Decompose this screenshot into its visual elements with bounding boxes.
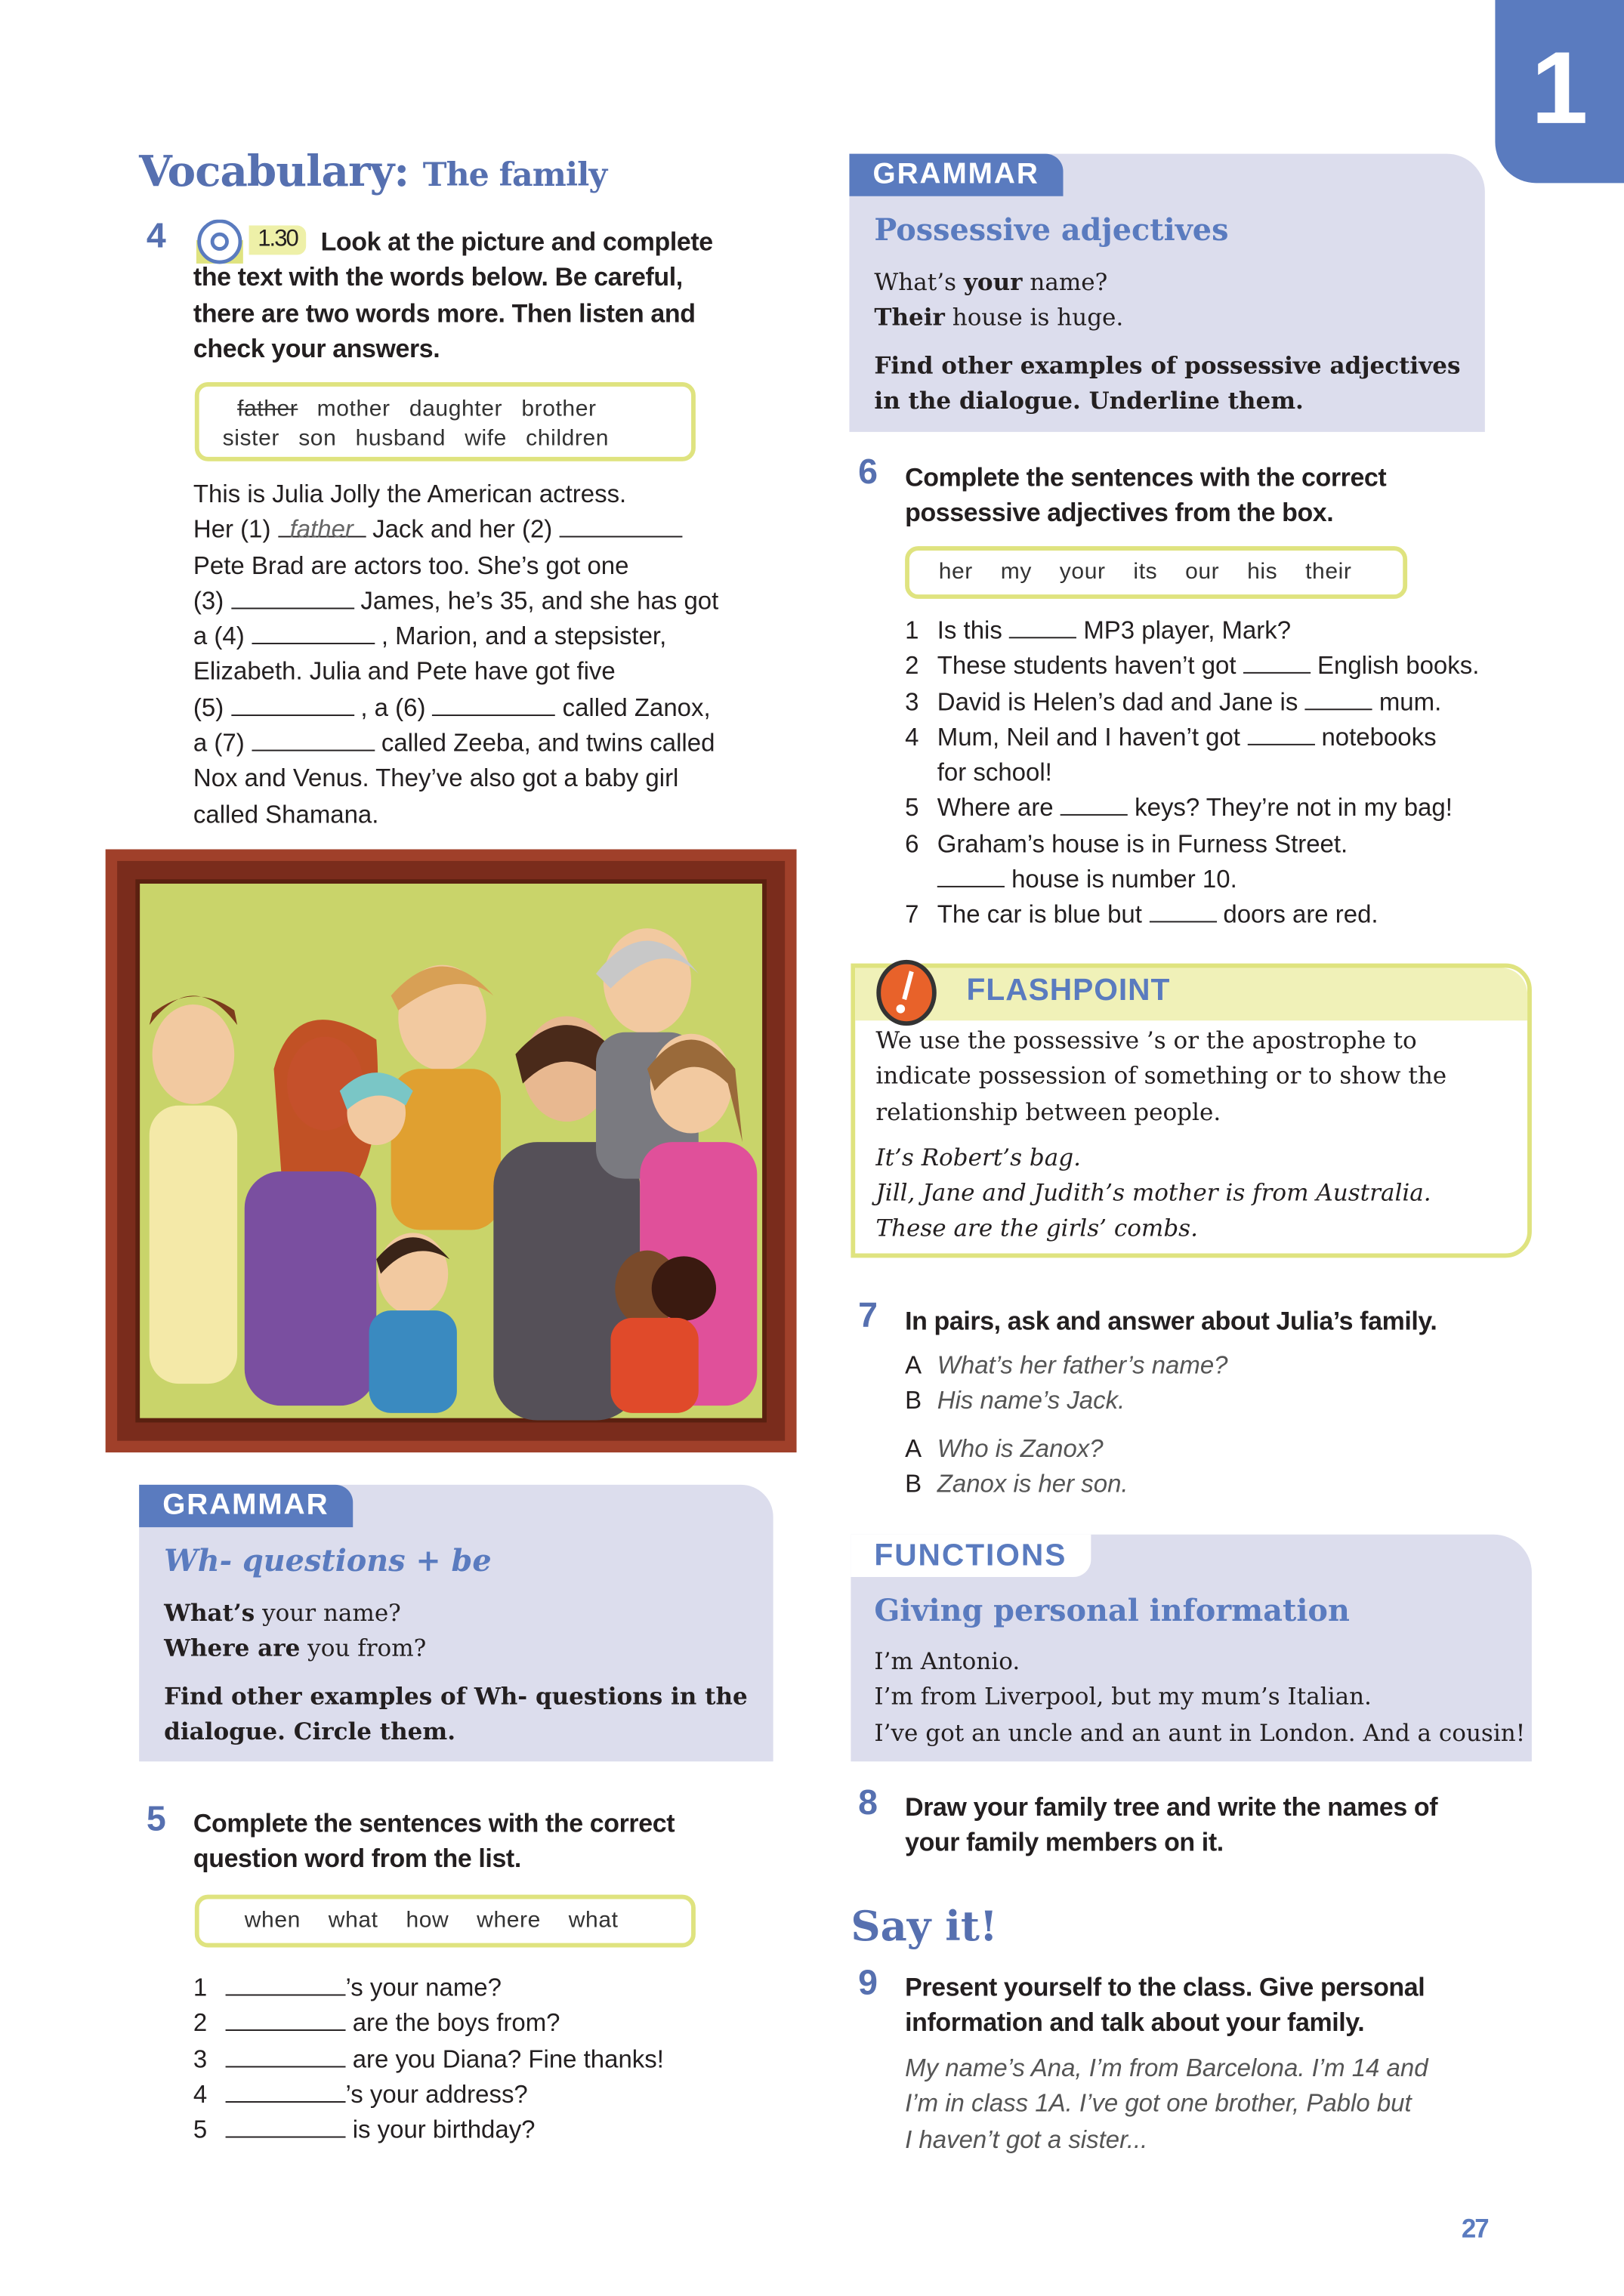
answer-blank[interactable] xyxy=(1247,721,1314,745)
dialogue-line xyxy=(905,1431,1227,1467)
answer-blank[interactable] xyxy=(1149,898,1216,923)
exercise-4-text xyxy=(193,477,779,833)
item-number xyxy=(905,756,937,792)
text-segment: called Shamana. xyxy=(193,800,379,829)
functions-tab: FUNCTIONS xyxy=(851,1535,1090,1577)
list-item xyxy=(905,613,1520,649)
answer-blank[interactable] xyxy=(433,691,556,716)
word-option: his xyxy=(1247,559,1278,585)
text-segment: mum. xyxy=(1372,687,1442,716)
answer-blank[interactable] xyxy=(226,1970,346,1995)
text-segment: Where are xyxy=(937,794,1061,822)
text-segment: Nox and Venus. They’ve also got a baby girl xyxy=(193,764,679,793)
list-item xyxy=(905,685,1520,721)
section-title xyxy=(139,147,607,196)
text-line xyxy=(193,656,779,691)
example-line: Jill, Jane and Judith’s mother is from Australia. xyxy=(875,1179,1431,1207)
item-number: 3 xyxy=(193,2044,208,2073)
item-number: 4 xyxy=(905,723,919,751)
text-segment: This is Julia Jolly the American actress. xyxy=(193,480,627,508)
exercise-9-instruction xyxy=(905,1970,1425,2041)
text-segment: called Zanox, xyxy=(555,693,711,722)
answer-blank[interactable] xyxy=(230,691,354,716)
answer-blank[interactable] xyxy=(226,2007,346,2032)
item-text: are you Diana? Fine thanks! xyxy=(345,2044,664,2073)
item-number: 2 xyxy=(905,652,919,680)
item-text xyxy=(937,792,1453,827)
word-option: husband xyxy=(355,426,446,452)
example-text: house is huge. xyxy=(944,303,1124,332)
example-line: I’m from Liverpool, but my mum’s Italian. xyxy=(874,1683,1372,1711)
dialogue-line xyxy=(905,1349,1227,1384)
text-segment: a (7) xyxy=(193,729,252,758)
instruction-line: your family members on it. xyxy=(905,1828,1224,1857)
list-item xyxy=(193,2042,664,2078)
text-segment: called Zeeba, and twins called xyxy=(374,729,715,758)
exercise-number: 9 xyxy=(858,1963,878,2004)
grammar-title: Possessive adjectives xyxy=(874,212,1229,248)
list-item xyxy=(905,721,1520,756)
exercise-5-instruction xyxy=(193,1805,675,1876)
unit-tab: 1 xyxy=(1495,0,1624,183)
text-segment: David is Helen’s dad and Jane is xyxy=(937,687,1305,716)
word-option: son xyxy=(298,426,337,452)
item-text xyxy=(937,756,1052,792)
speaker: B xyxy=(905,1387,922,1415)
list-item xyxy=(905,792,1520,827)
instruction-line: Draw your family tree and write the names of xyxy=(905,1791,1438,1822)
instruction-line: information and talk about your family. xyxy=(905,2007,1365,2038)
example-bold: What’s xyxy=(164,1599,255,1627)
instruction-line: check your answers. xyxy=(193,333,440,363)
exercise-5-items xyxy=(193,1970,664,2149)
text-segment: The car is blue but xyxy=(937,901,1150,929)
text-segment: (3) xyxy=(193,587,231,616)
list-item xyxy=(193,1970,664,2006)
word-option: my xyxy=(1000,559,1032,585)
answer-blank[interactable] xyxy=(937,863,1005,887)
word-box xyxy=(905,546,1407,599)
instruction-line: Look at the picture and complete xyxy=(320,227,713,257)
filled-answer: father xyxy=(278,513,366,538)
text-segment: , Marion, and a stepsister, xyxy=(374,622,667,651)
text-segment: doors are red. xyxy=(1216,901,1379,929)
exercise-number: 6 xyxy=(858,452,878,492)
example-line: It’s Robert’s bag. xyxy=(875,1143,1081,1171)
dialogue-text: Who is Zanox? xyxy=(937,1434,1104,1462)
text-line xyxy=(193,584,779,619)
answer-blank[interactable] xyxy=(1009,613,1076,638)
functions-title: Giving personal information xyxy=(874,1593,1350,1628)
example-line: I’m in class 1A. I’ve got one brother, Pablo but xyxy=(905,2090,1412,2118)
rule-line: indicate possession of something or to show the xyxy=(875,1062,1447,1090)
instruction-line: the text with the words below. Be careful, xyxy=(193,262,683,292)
page-number: 27 xyxy=(1461,2214,1488,2244)
grammar-box-possessive xyxy=(849,154,1484,432)
list-item xyxy=(905,756,1520,792)
word-option: brother xyxy=(521,397,597,422)
word-option: when xyxy=(244,1908,301,1933)
item-text xyxy=(937,827,1348,863)
list-item xyxy=(193,2078,664,2113)
text-line xyxy=(193,619,779,655)
item-text: is your birthday? xyxy=(345,2115,536,2144)
word-option: father xyxy=(237,397,298,422)
say-it-title: Say it! xyxy=(851,1902,998,1951)
dialogue-text: His name’s Jack. xyxy=(937,1387,1125,1415)
word-option: how xyxy=(406,1908,449,1933)
text-segment: Mum, Neil and I haven’t got xyxy=(937,723,1248,751)
exercise-9-example xyxy=(905,2051,1428,2158)
speaker: A xyxy=(905,1351,922,1380)
list-item xyxy=(905,863,1520,898)
grammar-examples xyxy=(164,1596,749,1750)
grammar-examples xyxy=(874,265,1474,419)
answer-blank[interactable] xyxy=(1061,792,1128,816)
text-segment: English books. xyxy=(1310,652,1480,680)
flashpoint-box xyxy=(851,964,1531,1258)
speaker: B xyxy=(905,1470,922,1498)
example-bold: Where are xyxy=(164,1634,301,1662)
word-option: your xyxy=(1059,559,1106,585)
text-line xyxy=(193,727,779,762)
word-option: wife xyxy=(465,426,507,452)
item-number: 2 xyxy=(193,2009,208,2038)
track-badge: 1.30 xyxy=(249,226,307,255)
answer-blank[interactable] xyxy=(230,584,354,609)
text-segment: James, he’s 35, and she has got xyxy=(354,587,719,616)
dialogue-text: What’s her father’s name? xyxy=(937,1351,1228,1380)
word-box xyxy=(195,382,696,461)
text-line xyxy=(193,477,779,513)
instruction-line: possessive adjectives from the box. xyxy=(905,498,1334,528)
answer-blank[interactable] xyxy=(559,513,682,538)
exercise-7-instruction: In pairs, ask and answer about Julia’s family. xyxy=(905,1306,1437,1336)
word-option: what xyxy=(328,1908,378,1933)
answer-blank[interactable] xyxy=(226,2042,346,2067)
list-item xyxy=(193,2113,664,2149)
grammar-tab: GRAMMAR xyxy=(849,154,1062,196)
text-segment: These students haven’t got xyxy=(937,652,1243,680)
answer-blank[interactable] xyxy=(1243,649,1311,674)
word-option: what xyxy=(568,1908,619,1933)
instruction-line: question word from the list. xyxy=(193,1844,521,1874)
list-item xyxy=(905,898,1520,934)
item-text xyxy=(937,721,1437,756)
text-line xyxy=(193,548,779,584)
instruction-line: Present yourself to the class. Give personal xyxy=(905,1972,1425,2002)
item-text: ’s your address? xyxy=(345,2080,528,2109)
exercise-number: 4 xyxy=(146,216,166,257)
title-sub: The family xyxy=(422,156,607,195)
word-option: sister xyxy=(222,426,279,452)
item-number: 6 xyxy=(905,829,919,858)
text-segment: Pete Brad are actors too. She’s got one xyxy=(193,551,629,579)
item-text xyxy=(937,863,1237,898)
flashpoint-header xyxy=(855,967,1527,1020)
text-segment: (5) xyxy=(193,693,231,722)
exercise-4-instruction xyxy=(193,224,779,366)
answer-blank[interactable] xyxy=(226,2113,346,2138)
exclamation-icon xyxy=(872,959,940,1026)
list-item xyxy=(905,649,1520,684)
dialogue-line xyxy=(905,1384,1227,1420)
text-segment: Jack and her (2) xyxy=(365,515,560,544)
exercise-number: 8 xyxy=(858,1783,878,1823)
item-number: 5 xyxy=(193,2115,208,2144)
example-text: your name? xyxy=(255,1599,401,1627)
text-segment: Her (1) xyxy=(193,515,278,544)
answer-blank[interactable] xyxy=(1305,685,1372,710)
word-row xyxy=(223,395,691,424)
example-text: What’s xyxy=(874,267,964,296)
item-text xyxy=(937,613,1291,649)
example-line: I’ve got an uncle and an aunt in London. And a cousin! xyxy=(874,1718,1526,1747)
item-number: 1 xyxy=(193,1974,208,2002)
example-line: I’m Antonio. xyxy=(874,1647,1020,1675)
grammar-tab: GRAMMAR xyxy=(139,1485,352,1527)
example-line: My name’s Ana, I’m from Barcelona. I’m 14 and xyxy=(905,2054,1428,2082)
text-segment: Elizabeth. Julia and Pete have got five xyxy=(193,658,616,687)
word-row xyxy=(223,424,691,454)
word-option: where xyxy=(477,1908,541,1933)
example-bold: your xyxy=(963,267,1023,296)
speaker: A xyxy=(905,1434,922,1462)
example-line: I haven’t got a sister... xyxy=(905,2125,1148,2154)
item-number xyxy=(905,863,937,898)
exercise-number: 5 xyxy=(146,1799,166,1840)
text-segment: keys? They’re not in my bag! xyxy=(1127,794,1453,822)
word-option: children xyxy=(526,426,610,452)
item-text xyxy=(937,898,1379,934)
list-item xyxy=(193,2007,664,2042)
text-line xyxy=(193,691,779,727)
dialogue-text: Zanox is her son. xyxy=(937,1470,1128,1498)
instruction-line: Complete the sentences with the correct xyxy=(193,1808,675,1838)
grammar-task: Find other examples of possessive adjectives in the dialogue. Underline them. xyxy=(874,350,1461,415)
item-number: 7 xyxy=(905,901,919,929)
exercise-8-instruction xyxy=(905,1789,1437,1860)
list-item xyxy=(905,827,1520,863)
item-number: 3 xyxy=(905,687,919,716)
example-line: These are the girls’ combs. xyxy=(875,1214,1198,1242)
rule-line: relationship between people. xyxy=(875,1097,1221,1126)
item-number: 4 xyxy=(193,2080,208,2109)
title-main: Vocabulary: xyxy=(139,146,409,196)
rule-line: We use the possessive ’s or the apostrophe to xyxy=(875,1026,1417,1054)
item-text: are the boys from? xyxy=(345,2009,560,2038)
example-text: name? xyxy=(1022,267,1108,296)
text-line xyxy=(193,762,779,798)
text-line xyxy=(193,798,779,833)
text-segment: Graham’s house is in Furness Street. xyxy=(937,829,1348,858)
answer-blank[interactable] xyxy=(252,619,375,644)
item-number: 1 xyxy=(905,616,919,645)
item-number: 5 xyxy=(905,794,919,822)
word-option: our xyxy=(1185,559,1220,585)
answer-blank[interactable] xyxy=(252,727,375,751)
word-option: daughter xyxy=(409,397,503,422)
functions-examples xyxy=(874,1644,1533,1751)
functions-box xyxy=(851,1535,1531,1761)
instruction-line: there are two words more. Then listen and xyxy=(193,298,696,328)
item-text xyxy=(937,685,1441,721)
text-segment: , a (6) xyxy=(354,693,433,722)
dialogue-line xyxy=(905,1467,1227,1502)
grammar-task: Find other examples of Wh- questions in the dialogue. Circle them. xyxy=(164,1681,748,1745)
exercise-6-items xyxy=(905,613,1520,934)
instruction-line: Complete the sentences with the correct xyxy=(905,462,1387,492)
word-option: her xyxy=(938,559,973,585)
exercise-7-dialogue xyxy=(905,1349,1227,1503)
flashpoint-title: FLASHPOINT xyxy=(966,974,1171,1008)
example-text: you from? xyxy=(300,1634,427,1662)
text-segment: a (4) xyxy=(193,622,252,651)
grammar-box-wh-questions xyxy=(139,1485,773,1761)
word-box xyxy=(195,1895,696,1948)
grammar-title: Wh- questions + be xyxy=(164,1543,492,1578)
family-picture xyxy=(106,849,797,1452)
text-segment: MP3 player, Mark? xyxy=(1076,616,1292,645)
text-segment: notebooks xyxy=(1314,723,1437,751)
answer-blank[interactable] xyxy=(226,2078,346,2103)
example-bold: Their xyxy=(874,303,945,332)
item-text xyxy=(937,649,1480,684)
exercise-number: 7 xyxy=(858,1295,878,1336)
word-option: mother xyxy=(316,397,391,422)
text-segment: for school! xyxy=(937,758,1052,787)
item-text: ’s your name? xyxy=(345,1974,502,2002)
exercise-6-instruction xyxy=(905,460,1386,531)
text-segment: Is this xyxy=(937,616,1010,645)
flashpoint-text xyxy=(875,1023,1520,1247)
word-option: its xyxy=(1133,559,1158,585)
word-option: their xyxy=(1305,559,1352,585)
text-segment: house is number 10. xyxy=(1004,865,1237,893)
text-line xyxy=(193,513,779,548)
